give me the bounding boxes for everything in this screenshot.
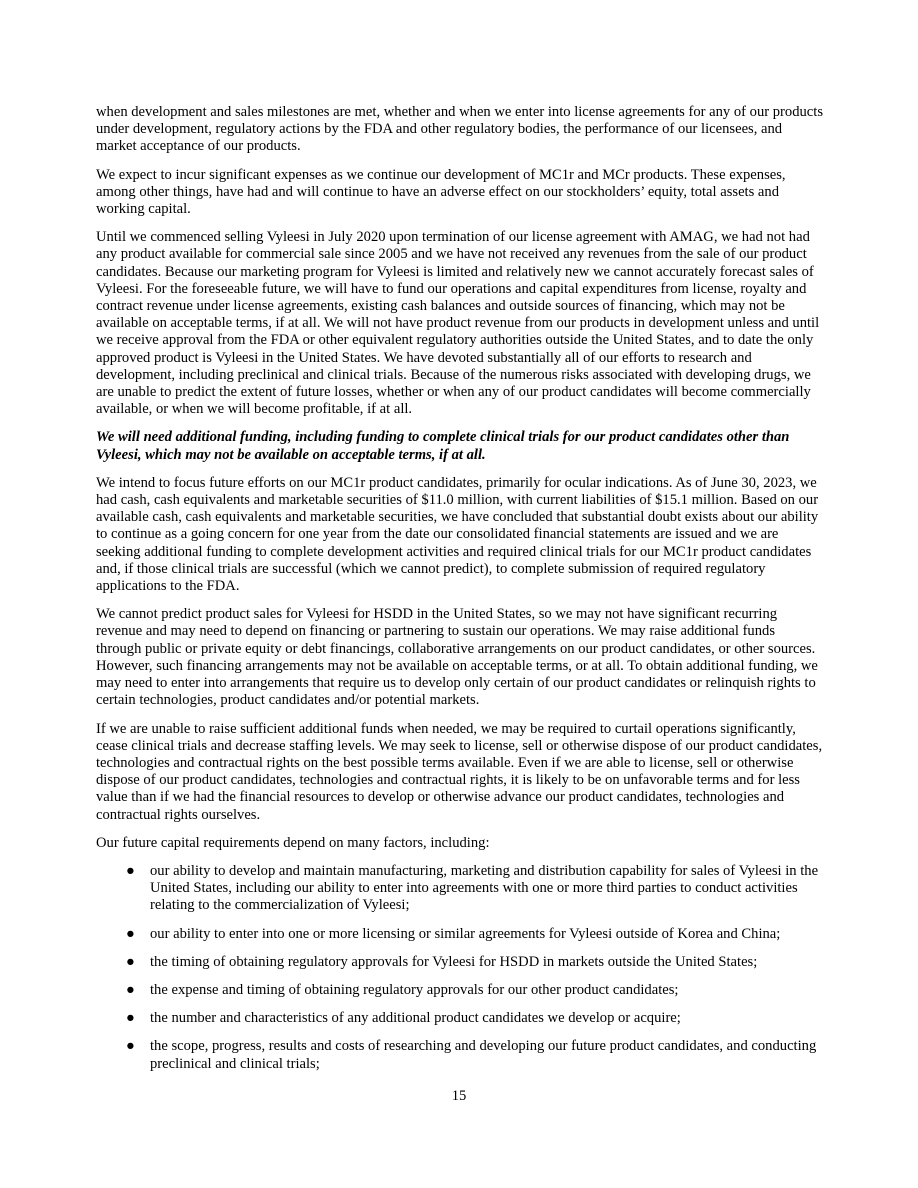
paragraph-going-concern: We intend to focus future efforts on our MC1r product candidates, primarily for ocular indications. As of June 30, 2023, we had cash, cash equivalents and marketable securities of $11.0 million, with current liabilities of $15.1 million. Based on our available cash, cash equivalents and marketable securities, we have concluded that substantial doubt exists about our ability to continue as a going concern for one year from the date our consolidated financial statements are issued and we are seeking additional funding to complete development activities and required clinical trials for our MC1r product candidates and, if those clinical trials are successful (which we cannot predict), to complete submission of required regulatory applications to the FDA. bbox=[96, 474, 819, 595]
list-item bbox=[96, 954, 824, 971]
list-item bbox=[96, 926, 824, 943]
page-number: 15 bbox=[451, 1088, 467, 1104]
document-body bbox=[96, 104, 824, 1084]
list-item-text: our ability to enter into one or more licensing or similar agreements for Vyleesi outside of Korea and China; bbox=[150, 925, 781, 942]
list-item bbox=[96, 863, 824, 915]
list-item-text: the number and characteristics of any additional product candidates we develop or acquire; bbox=[150, 1010, 681, 1027]
risk-heading-funding: We will need additional funding, including funding to complete clinical trials for our product candidates other than Vyleesi, which may not be available on acceptable terms, if at all. bbox=[96, 429, 790, 463]
bullet-icon: ● bbox=[126, 981, 135, 998]
list-item-text: our ability to develop and maintain manufacturing, marketing and distribution capability for sales of Vyleesi in the United States, including our ability to enter into agreements with one or more third parties to conduct activities relating to the commercialization of Vyleesi; bbox=[150, 862, 819, 914]
list-item-text: the scope, progress, results and costs of researching and developing our future product candidates, and conducting preclinical and clinical trials; bbox=[150, 1038, 817, 1072]
bullet-icon: ● bbox=[126, 1010, 135, 1027]
paragraph-vyleesi-sales: Until we commenced selling Vyleesi in July 2020 upon termination of our license agreement with AMAG, we had not had any product available for commercial sale since 2005 and we have not received any revenues from the sale of our product candidates. Because our marketing program for Vyleesi is limited and relatively new we cannot accurately forecast sales of Vyleesi. For the foreseeable future, we will have to fund our operations and capital expenditures from license, royalty and contract revenue under license agreements, existing cash balances and outside sources of financing, which may not be available on acceptable terms, if at all. We will not have product revenue from our products in development unless and until we receive approval from the FDA or other equivalent regulatory authorities outside the United States, and to date the only approved product is Vyleesi in the United States. We have devoted substantially all of our efforts to research and development, including preclinical and clinical trials. Because of the numerous risks associated with developing drugs, we are unable to predict the extent of future losses, whether or when any of our product candidates will become commercially available, or when we will become profitable, if at all. bbox=[96, 229, 820, 418]
list-item-text: the timing of obtaining regulatory approvals for Vyleesi for HSDD in markets outside the United States; bbox=[150, 953, 758, 970]
bullet-icon: ● bbox=[126, 862, 135, 879]
paragraph-curtail-operations: If we are unable to raise sufficient additional funds when needed, we may be required to curtail operations significantly, cease clinical trials and decrease staffing levels. We may seek to license, sell or otherwise dispose of our product candidates, technologies and contractual rights on the best possible terms available. Even if we are able to license, sell or otherwise dispose of our product candidates, technologies and contractual rights, it is likely to be on unfavorable terms and for less value than if we had the financial resources to develop or otherwise advance our product candidates, technologies and contractual rights ourselves. bbox=[96, 720, 823, 823]
paragraph-financing: We cannot predict product sales for Vyleesi for HSDD in the United States, so we may not have significant recurring revenue and may need to depend on financing or partnering to sustain our operations. We may raise additional funds through public or private equity or debt financings, collaborative arrangements on our product candidates, or other sources. However, such financing arrangements may not be available on acceptable terms, or at all. To obtain additional funding, we may need to enter into arrangements that require us to develop only certain of our product candidates or relinquish rights to certain technologies, product candidates and/or potential markets. bbox=[96, 606, 818, 709]
list-item bbox=[96, 982, 824, 999]
paragraph-milestones: when development and sales milestones are met, whether and when we enter into license agreements for any of our products under development, regulatory actions by the FDA and other regulatory bodies, the performance of our licensees, and market acceptance of our products. bbox=[96, 104, 824, 155]
list-item bbox=[96, 1038, 824, 1072]
bullet-icon: ● bbox=[126, 1038, 135, 1055]
capital-factors-list bbox=[96, 863, 824, 1073]
bullet-icon: ● bbox=[126, 953, 135, 970]
bullet-icon: ● bbox=[126, 925, 135, 942]
paragraph-factors-intro: Our future capital requirements depend on many factors, including: bbox=[96, 834, 490, 851]
list-item bbox=[96, 1010, 824, 1027]
list-item-text: the expense and timing of obtaining regulatory approvals for our other product candidates; bbox=[150, 981, 679, 998]
paragraph-expenses: We expect to incur significant expenses as we continue our development of MC1r and MCr products. These expenses, among other things, have had and will continue to have an adverse effect on our stockholders’ equity, total assets and working capital. bbox=[96, 166, 786, 218]
